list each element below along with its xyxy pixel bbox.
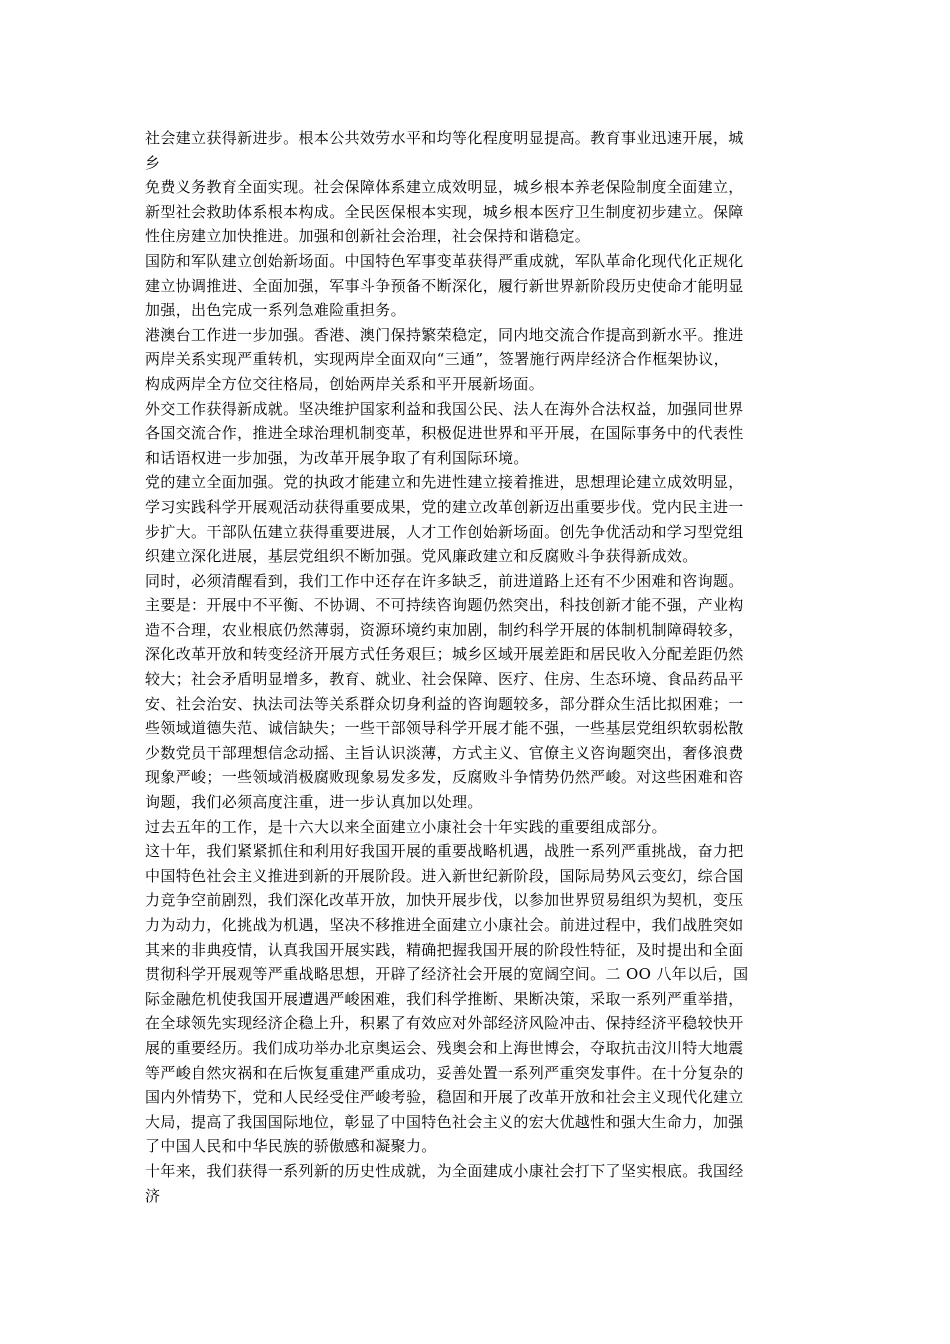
text-line: 济 [145,1186,161,1205]
text-line: 力竞争空前剧烈，我们深化改革开放，加快开展步伐，以参加世界贸易组织为契机，变压 [145,891,744,910]
text-line: 同时，必须清醒看到，我们工作中还存在许多缺乏，前进道路上还有不少困难和咨询题。 [145,571,744,590]
text-line: 新型社会救助体系根本构成。全民医保根本实现，城乡根本医疗卫生制度初步建立。保障 [145,202,744,221]
text-line: 国内外情势下，党和人民经受住严峻考验，稳固和开展了改革开放和社会主义现代化建立 [145,1088,744,1107]
text-line: 了中国人民和中华民族的骄傲感和凝聚力。 [145,1137,437,1156]
text-line: 力为动力，化挑战为机遇，坚决不移推进全面建立小康社会。前进过程中，我们战胜突如 [145,916,744,934]
text-line: 性住房建立加快推进。加强和创新社会治理，社会保持和谐稳定。 [145,227,591,246]
text-line: 主要是：开展中不平衡、不协调、不可持续咨询题仍然突出，科技创新才能不强，产业构 [145,596,744,615]
text-line: 现象严峻；一些领域消极腐败现象易发多发，反腐败斗争情势仍然严峻。对这些困难和咨 [145,768,744,787]
text-line: 两岸关系实现严重转机，实现两岸全面双向“三通”，签署施行两岸经济合作框架协议， [145,350,729,369]
text-line: 大局，提高了我国国际地位，彰显了中国特色社会主义的宏大优越性和强大生命力，加强 [145,1112,744,1131]
text-line: 在全球领先实现经济企稳上升，积累了有效应对外部经济风险冲击、保持经济平稳较快开 [145,1014,744,1033]
text-line: 乡 [145,153,161,172]
text-line: 国防和军队建立创始新场面。中国特色军事变革获得严重成就，军队革命化现代化正规化 [145,251,744,270]
text-line: 社会建立获得新进步。根本公共效劳水平和均等化程度明显提高。教育事业迅速开展，城 [145,129,744,147]
text-line: 贯彻科学开展观等严重战略思想，开辟了经济社会开展的宽阔空间。二 OO 八年以后，国 [145,965,749,984]
text-line: 加强，出色完成一系列急难险重担务。 [145,301,406,320]
text-line: 港澳台工作进一步加强。香港、澳门保持繁荣稳定，同内地交流合作提高到新水平。推进 [145,325,744,344]
text-line: 和话语权进一步加强，为改革开展争取了有利国际环境。 [145,448,529,467]
text-line: 这十年，我们紧紧抓住和利用好我国开展的重要战略机遇，战胜一系列严重挑战，奋力把 [145,842,744,861]
text-line: 织建立深化进展，基层党组织不断加强。党风廉政建立和反腐败斗争获得新成效。 [145,547,698,566]
text-line: 较大；社会矛盾明显增多，教育、就业、社会保障、医疗、住房、生态环境、食品药品平 [145,670,744,689]
text-line: 学习实践科学开展观活动获得重要成果，党的建立改革创新迈出重要步伐。党内民主进一 [145,497,744,516]
text-line: 外交工作获得新成就。坚决维护国家利益和我国公民、法人在海外合法权益，加强同世界 [145,399,744,418]
text-line: 等严峻自然灾祸和在后恢复重建严重成功，妥善处置一系列严重突发事件。在十分复杂的 [145,1063,744,1082]
text-line: 建立协调推进、全面加强，军事斗争预备不断深化，履行新世界新阶段历史使命才能明显 [145,276,744,295]
text-line: 各国交流合作，推进全球治理机制变革，积极促进世界和平开展，在国际事务中的代表性 [145,424,744,443]
text-line: 安、社会治安、执法司法等关系群众切身利益的咨询题较多，部分群众生活比拟困难；一 [145,694,744,713]
text-line: 步扩大。干部队伍建立获得重要进展，人才工作创始新场面。创先争优活动和学习型党组 [145,522,744,541]
text-line: 些领域道德失范、诚信缺失；一些干部领导科学开展才能不强，一些基层党组织软弱松散 [145,719,744,738]
text-line: 免费义务教育全面实现。社会保障体系建立成效明显，城乡根本养老保险制度全面建立， [145,178,744,197]
text-line: 询题，我们必须高度注重，进一步认真加以处理。 [145,793,483,812]
text-line: 深化改革开放和转变经济开展方式任务艰巨；城乡区域开展差距和居民收入分配差距仍然 [145,645,744,664]
text-line: 展的重要经历。我们成功举办北京奥运会、残奥会和上海世博会，夺取抗击汶川特大地震 [145,1038,744,1057]
text-line: 过去五年的工作，是十六大以来全面建立小康社会十年实践的重要组成部分。 [145,817,667,836]
text-line: 其来的非典疫情，认真我国开展实践，精确把握我国开展的阶段性特征，及时提出和全面 [145,940,744,959]
text-line: 党的建立全面加强。党的执政才能建立和先进性建立接着推进，思想理论建立成效明显， [145,473,744,492]
document-body [145,126,813,1208]
text-line: 际金融危机使我国开展遭遇严峻困难，我们科学推断、果断决策，采取一系列严重举措， [145,989,744,1008]
text-line: 十年来，我们获得一系列新的历史性成就，为全面建成小康社会打下了坚实根底。我国经 [145,1161,744,1180]
text-line: 中国特色社会主义推进到新的开展阶段。进入新世纪新阶段，国际局势风云变幻，综合国 [145,866,744,885]
text-line: 造不合理，农业根底仍然薄弱，资源环境约束加剧，制约科学开展的体制机制障碍较多， [145,620,744,639]
text-line: 构成两岸全方位交往格局，创始两岸关系和平开展新场面。 [145,374,545,393]
text-line: 少数党员干部理想信念动摇、主旨认识淡薄，方式主义、官僚主义咨询题突出，奢侈浪费 [145,743,744,762]
